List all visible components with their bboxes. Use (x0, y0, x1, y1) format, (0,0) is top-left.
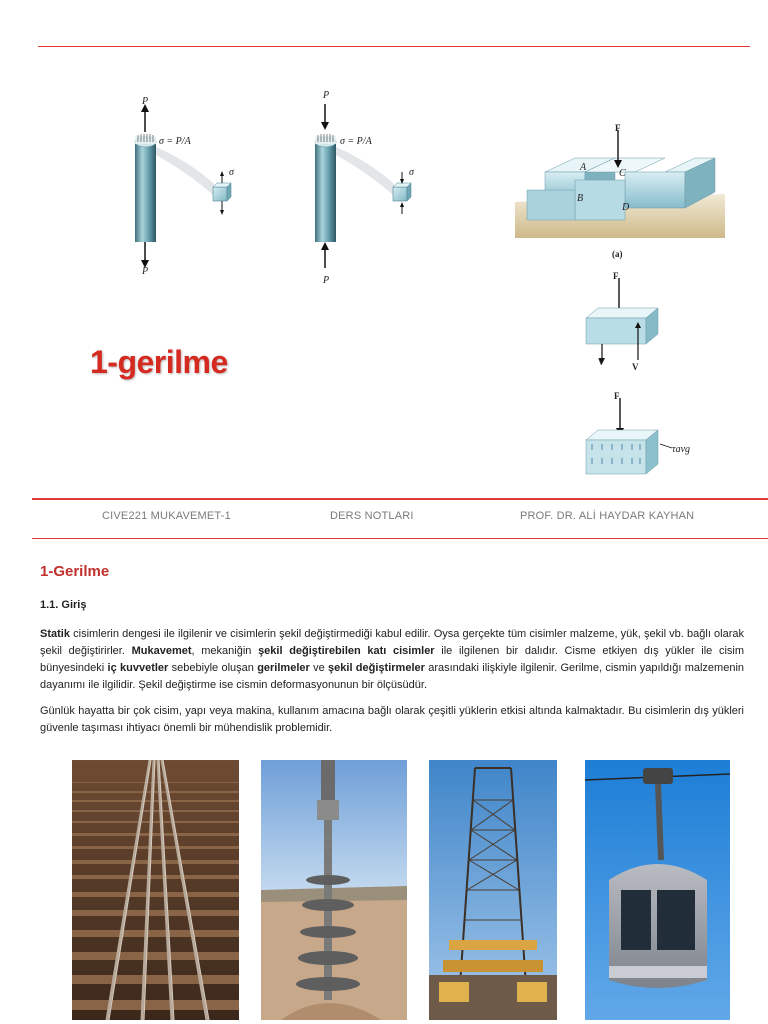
shear-v-right-label: V (632, 362, 639, 372)
top-rule (38, 46, 750, 47)
block-label-c: C (619, 168, 626, 179)
middle-force-bottom-label: P (323, 275, 330, 286)
left-stress-equation: σ = P/A (159, 136, 191, 147)
paragraph-intro (40, 626, 744, 694)
section-title: 1-Gerilme (40, 563, 110, 580)
term-deformable-solids: şekil değiştirebilen katı cisimler (258, 645, 435, 657)
subsection-title: 1.1. Giriş (40, 599, 87, 611)
figure-tension-bar (110, 92, 260, 284)
middle-force-top-label: P (323, 90, 330, 101)
paragraph-daily-life: Günlük hayatta bir çok cisim, yapı veya makina, kullanım amacına bağlı olarak çeşitli yüklerin etkisi altında kalmaktadır. Bu cisimlerin dış yükleri güvenle taşıması ihtiyacı önemli bir mühendislik problemidir. (40, 705, 744, 734)
average-shear-force-label: F (614, 391, 620, 401)
left-force-top-label: P (142, 96, 149, 107)
figure-shear-element (580, 272, 670, 372)
term-deformations: şekil değiştirmeler (328, 662, 425, 674)
figure-shear-blocks (515, 120, 725, 250)
figure-average-shear (580, 392, 690, 484)
shear-element-force-label: F (613, 271, 619, 281)
block-label-b: B (577, 193, 584, 204)
text-run: ile ilgilenen bir dalıdır. Cisme etkiyen dış yükler ile cisim bünyesindeki (40, 645, 745, 674)
railway-photo (72, 760, 239, 1020)
text-run: , mekaniğin (191, 645, 259, 657)
left-force-bottom-label: P (142, 266, 149, 277)
cable-car-photo (585, 760, 730, 1020)
term-mukavemet: Mukavemet (131, 645, 192, 657)
footer-rule-bottom (32, 538, 768, 539)
footer-author: PROF. DR. ALİ HAYDAR KAYHAN (520, 510, 695, 522)
block-label-a: A (580, 162, 587, 173)
middle-sigma-label: σ (409, 167, 414, 178)
text-run: cisimlerin dengesi ile ilgilenir ve cisimlerin şekil değiştirmediği kabul edilir. Oysa gerçekte tüm cisimler malzeme, yük, şekil vb. bağlı olarak şekil değiştirirler. (40, 628, 744, 657)
footer-notes-label: DERS NOTLARI (330, 510, 414, 522)
block-label-d: D (622, 202, 630, 213)
shear-force-label: F (615, 123, 621, 133)
figure-caption-a: (a) (612, 249, 623, 259)
text-run: sebebiyle oluşan (168, 662, 258, 674)
drilling-rig-photo (429, 760, 557, 1020)
cover-title: 1-gerilme (90, 344, 228, 380)
auger-photo (261, 760, 407, 1020)
left-sigma-label: σ (229, 167, 234, 178)
term-statik: Statik (40, 628, 70, 640)
term-stresses: gerilmeler (257, 662, 310, 674)
tau-average-label: τavg (672, 444, 691, 455)
text-run: ve (309, 662, 329, 674)
footer-rule-top (32, 498, 768, 500)
middle-stress-equation: σ = P/A (340, 136, 372, 147)
text-run: arasındaki ilişkiyle ilgilenir. Gerilme, cismin yapıldığı malzemenin dayanımı ile ilgilidir. Şekil değiştirme ise cismin deformasyonunun bir ölçüsüdür. (40, 662, 745, 691)
term-internal-forces: iç kuvvetler (107, 662, 169, 674)
shear-v-left-label: V (598, 357, 605, 367)
figure-compression-bar (290, 92, 440, 284)
footer-course-code: CIVE221 MUKAVEMET-1 (102, 510, 231, 522)
